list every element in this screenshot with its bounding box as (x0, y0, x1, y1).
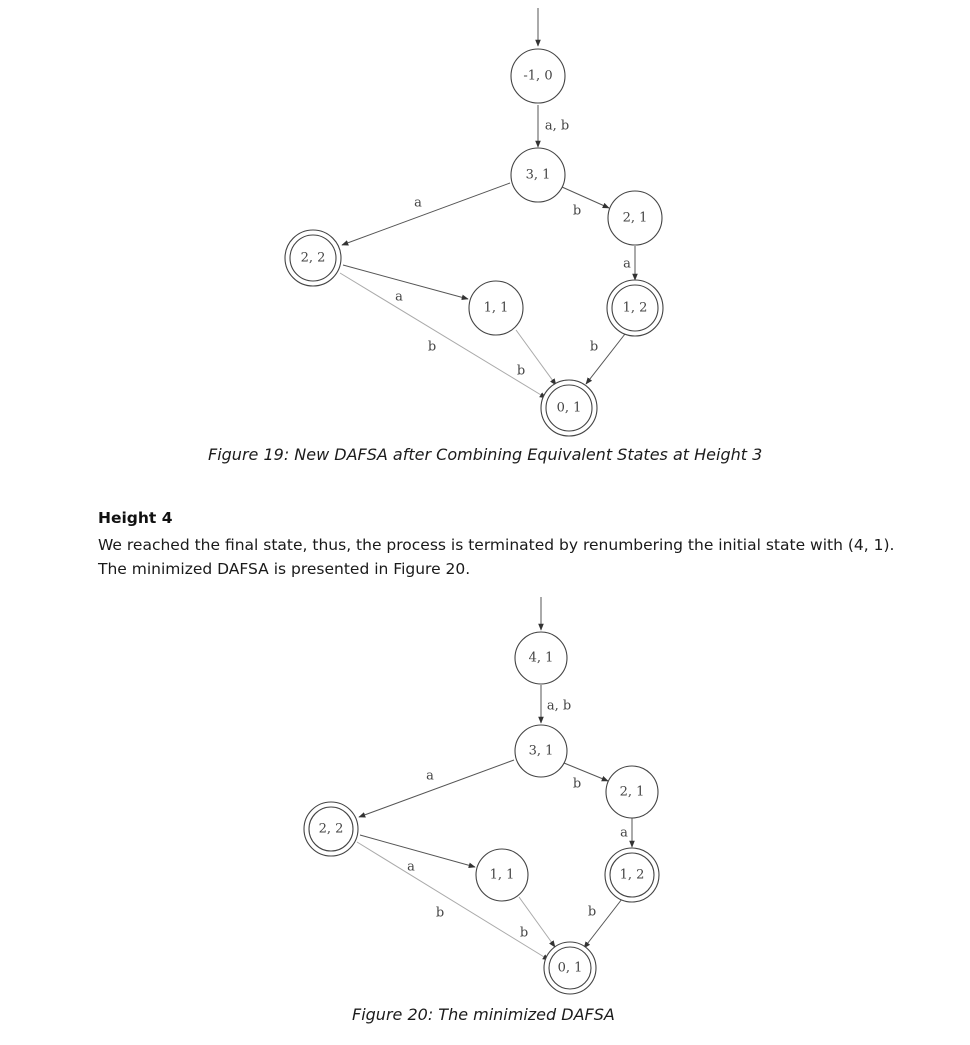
edge-label-22-01: b (435, 905, 445, 921)
state-label: 2, 1 (622, 210, 648, 226)
state-label: 1, 2 (622, 300, 648, 316)
state-1-1 (476, 849, 528, 901)
edge-31-22 (359, 760, 514, 817)
edge-label-12-01: b (589, 339, 599, 355)
edge-22-11 (360, 835, 475, 867)
state-2-2-final (285, 230, 341, 286)
edge-label-21-12: a (620, 825, 628, 841)
state-label: 0, 1 (556, 400, 582, 416)
figure-20-caption: Figure 20: The minimized DAFSA (352, 1005, 615, 1024)
edge-label-31-22: a (426, 768, 434, 784)
edge-label-22-11: a (407, 859, 415, 875)
state-label: 3, 1 (525, 167, 551, 183)
state-label: 2, 2 (300, 250, 326, 266)
edge-label-start-31: a, b (546, 698, 572, 714)
edge-label-11-01: b (519, 925, 529, 941)
state-label: -1, 0 (523, 68, 553, 84)
edge-label-31-21: b (572, 203, 582, 219)
state-2-1 (608, 191, 662, 245)
edge-31-21 (564, 763, 608, 781)
state-1-1 (469, 281, 523, 335)
edge-22-11 (343, 265, 468, 299)
section-paragraph: We reached the final state, thus, the process is terminated by renumbering the initial state with (4, 1). The minimized DAFSA is presented in Figure 20. (98, 536, 895, 578)
state-label: 1, 1 (483, 300, 509, 316)
state-2-2-final (304, 802, 358, 856)
state-m1-0 (511, 49, 565, 103)
edge-label-12-01: b (587, 904, 597, 920)
edge-label-11-01: b (516, 363, 526, 379)
state-label: 1, 1 (489, 867, 515, 883)
figure-19-caption: Figure 19: New DAFSA after Combining Equivalent States at Height 3 (208, 445, 763, 464)
edge-label-31-22: a (414, 195, 422, 211)
edge-label-31-21: b (572, 776, 582, 792)
state-label: 0, 1 (557, 960, 583, 976)
section-heading: Height 4 (98, 509, 173, 527)
state-0-1-final (541, 380, 597, 436)
state-0-1-final (544, 942, 596, 994)
edge-31-22 (342, 183, 510, 245)
state-label: 3, 1 (528, 743, 554, 759)
state-1-2-final (607, 280, 663, 336)
state-label: 2, 1 (619, 784, 645, 800)
state-3-1 (515, 725, 567, 777)
state-2-1 (606, 766, 658, 818)
figure-20-diagram (304, 597, 659, 994)
edge-label-21-12: a (623, 256, 631, 272)
state-1-2-final (605, 848, 659, 902)
edge-label-22-01: b (427, 339, 437, 355)
state-4-1 (515, 632, 567, 684)
edge-label-start-31: a, b (544, 118, 570, 134)
edge-31-21 (562, 187, 609, 208)
figure-19-diagram (285, 8, 663, 436)
state-label: 1, 2 (619, 867, 645, 883)
edge-label-22-11: a (395, 289, 403, 305)
state-label: 4, 1 (528, 650, 554, 666)
state-label: 2, 2 (318, 821, 344, 837)
state-3-1 (511, 148, 565, 202)
